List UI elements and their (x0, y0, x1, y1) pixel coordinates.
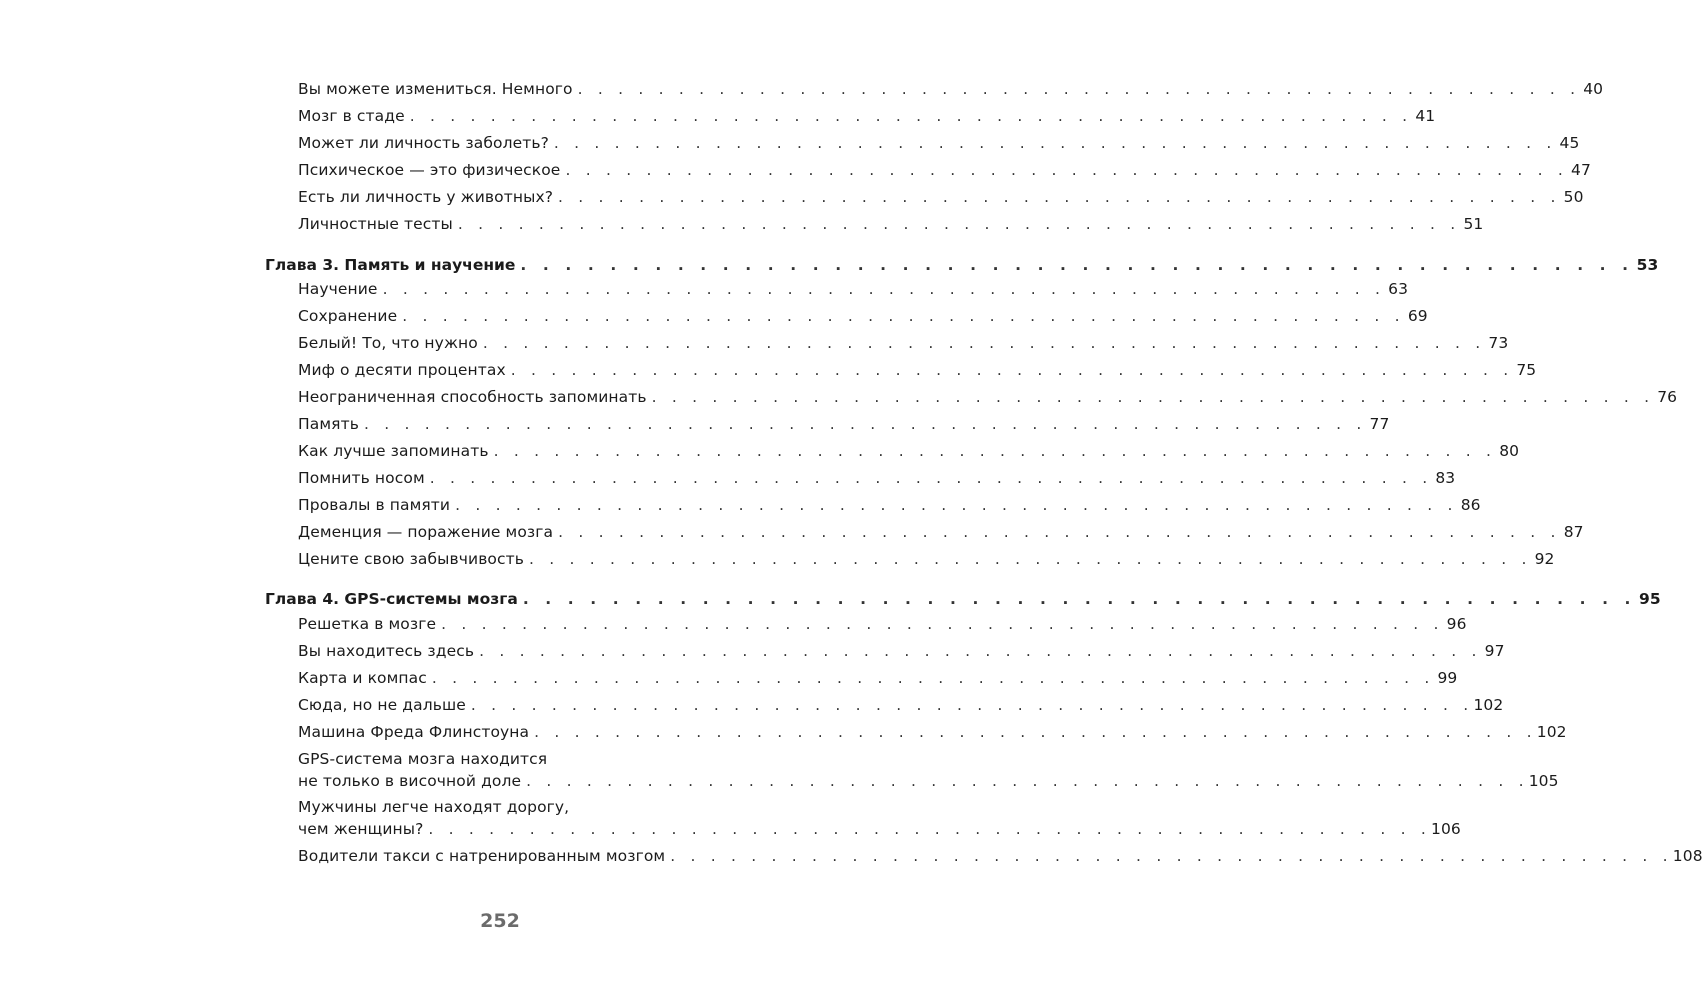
toc-entry (298, 334, 1509, 352)
toc-entry-page: 96 (1446, 615, 1467, 633)
toc-entry-page: 80 (1499, 442, 1520, 460)
toc-entry (298, 388, 1678, 406)
toc-entry-page: 99 (1437, 669, 1458, 687)
toc-entry (298, 469, 1456, 487)
dot-leader: . . . . . . . . . . . . . . . . . . . . . . . . . . . . . . . . . . . . . . . . . . . . . . . . . . (482, 334, 1486, 352)
dot-leader: . . . . . . . . . . . . . . . . . . . . . . . . . . . . . . . . . . . . . . . . . . . . . . . . . . (522, 590, 1637, 608)
toc-entry (298, 772, 1559, 790)
chapter-page: 53 (1636, 256, 1659, 274)
toc-entry (298, 442, 1520, 460)
toc-entry-page: 102 (1536, 723, 1567, 741)
toc-entry-title: Вы можете измениться. Немного (298, 80, 573, 98)
page-number: 252 (480, 910, 520, 932)
toc-entry-title: Миф о десяти процентах (298, 361, 506, 379)
dot-leader: . . . . . . . . . . . . . . . . . . . . . . . . . . . . . . . . . . . . . . . . . . . . . . . . . . (441, 615, 1444, 633)
toc-entry-page: 87 (1563, 523, 1584, 541)
dot-leader: . . . . . . . . . . . . . . . . . . . . . . . . . . . . . . . . . . . . . . . . . . . . . . . . . . (510, 361, 1514, 379)
toc-entry-page: 50 (1563, 188, 1584, 206)
toc-entry (298, 215, 1484, 233)
toc-entry-title: Неограниченная способность запоминать (298, 388, 647, 406)
toc-entry (298, 161, 1591, 179)
toc-entry-page: 102 (1473, 696, 1504, 714)
dot-leader: . . . . . . . . . . . . . . . . . . . . . . . . . . . . . . . . . . . . . . . . . . . . . . . . . . (577, 80, 1581, 98)
toc-entry-title: Может ли личность заболеть? (298, 134, 549, 152)
dot-leader: . . . . . . . . . . . . . . . . . . . . . . . . . . . . . . . . . . . . . . . . . . . . . . . . . . (553, 134, 1557, 152)
dot-leader: . . . . . . . . . . . . . . . . . . . . . . . . . . . . . . . . . . . . . . . . . . . . . . . . . . (409, 107, 1413, 125)
toc-entry (298, 669, 1458, 687)
toc-entry-title: Белый! То, что нужно (298, 334, 478, 352)
toc-entry-title-line1: Мужчины легче находят дорогу, (298, 798, 570, 816)
chapter-title: Глава 4. GPS-системы мозга (265, 590, 518, 608)
toc-entry (298, 496, 1481, 514)
dot-leader: . . . . . . . . . . . . . . . . . . . . . . . . . . . . . . . . . . . . . . . . . . . . . . . . . . (479, 642, 1482, 660)
toc-entry-title: Помнить носом (298, 469, 425, 487)
toc-entry-title: Память (298, 415, 359, 433)
toc-entry-title: Водители такси с натренированным мозгом (298, 847, 666, 865)
toc-entry (298, 307, 1428, 325)
dot-leader: . . . . . . . . . . . . . . . . . . . . . . . . . . . . . . . . . . . . . . . . . . . . . . . . . . (558, 523, 1561, 541)
dot-leader: . . . . . . . . . . . . . . . . . . . . . . . . . . . . . . . . . . . . . . . . . . . . . . . . . . (558, 188, 1561, 206)
toc-entry-title: Сохранение (298, 307, 398, 325)
toc-entry-page: 45 (1559, 134, 1580, 152)
chapter-heading (265, 590, 1661, 608)
toc-entry (298, 361, 1537, 379)
toc-entry (298, 696, 1504, 714)
chapter-page: 95 (1639, 590, 1661, 608)
toc-entry-title: Мозг в стаде (298, 107, 405, 125)
toc-entry-page: 76 (1657, 388, 1678, 406)
dot-leader: . . . . . . . . . . . . . . . . . . . . . . . . . . . . . . . . . . . . . . . . . . . . . . . . . . (455, 496, 1458, 514)
toc-entry-page: 40 (1583, 80, 1604, 98)
toc-entry-title: Деменция — поражение мозга (298, 523, 554, 541)
dot-leader: . . . . . . . . . . . . . . . . . . . . . . . . . . . . . . . . . . . . . . . . . . . . . . . . . . (382, 280, 1386, 298)
dot-leader: . . . . . . . . . . . . . . . . . . . . . . . . . . . . . . . . . . . . . . . . . . . . . . . . . . (526, 772, 1529, 790)
toc-entry-page: 73 (1488, 334, 1509, 352)
toc-entry-title-line1: GPS-система мозга находится (298, 750, 548, 768)
dot-leader: . . . . . . . . . . . . . . . . . . . . . . . . . . . . . . . . . . . . . . . . . . . . . . . . . . (431, 669, 1435, 687)
dot-leader: . . . . . . . . . . . . . . . . . . . . . . . . . . . . . . . . . . . . . . . . . . . . . . . . . . (520, 256, 1634, 274)
toc-entry (298, 188, 1584, 206)
toc-entry-page: 51 (1463, 215, 1484, 233)
chapter-heading (265, 256, 1659, 274)
toc-entry (298, 820, 1461, 838)
dot-leader: . . . . . . . . . . . . . . . . . . . . . . . . . . . . . . . . . . . . . . . . . . . . . . . . . . (670, 847, 1673, 865)
toc-entry-page: 63 (1388, 280, 1409, 298)
toc-entry-title: чем женщины? (298, 820, 424, 838)
toc-entry (298, 615, 1467, 633)
toc-entry (298, 723, 1567, 741)
toc-entry (298, 523, 1584, 541)
toc-entry (298, 415, 1390, 433)
toc-entry-title: Научение (298, 280, 378, 298)
toc-entry (298, 134, 1580, 152)
toc-entry-page: 92 (1534, 550, 1555, 568)
toc-entry-title: Есть ли личность у животных? (298, 188, 554, 206)
toc-entry-title: Вы находитесь здесь (298, 642, 475, 660)
toc-entry-title: Карта и компас (298, 669, 427, 687)
dot-leader: . . . . . . . . . . . . . . . . . . . . . . . . . . . . . . . . . . . . . . . . . . . . . . . . . . (429, 469, 1433, 487)
toc-entry (298, 280, 1409, 298)
toc-entry-page: 86 (1460, 496, 1481, 514)
toc-entry-page: 97 (1484, 642, 1505, 660)
toc-entry-page: 83 (1435, 469, 1456, 487)
chapter-title: Глава 3. Память и научение (265, 256, 516, 274)
toc-entry (298, 107, 1436, 125)
dot-leader: . . . . . . . . . . . . . . . . . . . . . . . . . . . . . . . . . . . . . . . . . . . . . . . . . . (529, 550, 1532, 568)
dot-leader: . . . . . . . . . . . . . . . . . . . . . . . . . . . . . . . . . . . . . . . . . . . . . . . . . . (402, 307, 1405, 325)
toc-entry-page: 108 (1672, 847, 1703, 865)
toc-entry-title: Сюда, но не дальше (298, 696, 466, 714)
dot-leader: . . . . . . . . . . . . . . . . . . . . . . . . . . . . . . . . . . . . . . . . . . . . . . . . . . (363, 415, 1367, 433)
toc-entry-title: не только в височной доле (298, 772, 522, 790)
toc-entry-title: Провалы в памяти (298, 496, 451, 514)
toc-entry-title: Личностные тесты (298, 215, 453, 233)
toc-entry-page: 41 (1415, 107, 1436, 125)
toc-entry-page: 106 (1431, 820, 1461, 838)
dot-leader: . . . . . . . . . . . . . . . . . . . . . . . . . . . . . . . . . . . . . . . . . . . . . . . . . . (470, 696, 1474, 714)
toc-entry (298, 642, 1505, 660)
dot-leader: . . . . . . . . . . . . . . . . . . . . . . . . . . . . . . . . . . . . . . . . . . . . . . . . . . (457, 215, 1461, 233)
dot-leader: . . . . . . . . . . . . . . . . . . . . . . . . . . . . . . . . . . . . . . . . . . . . . . . . . . (493, 442, 1497, 460)
toc-entry-title: Машина Фреда Флинстоуна (298, 723, 530, 741)
toc-entry (298, 80, 1604, 98)
toc-entry-page: 77 (1369, 415, 1390, 433)
toc-entry-page: 105 (1528, 772, 1559, 790)
toc-entry-page: 69 (1407, 307, 1428, 325)
dot-leader: . . . . . . . . . . . . . . . . . . . . . . . . . . . . . . . . . . . . . . . . . . . . . . . . . . (651, 388, 1655, 406)
dot-leader: . . . . . . . . . . . . . . . . . . . . . . . . . . . . . . . . . . . . . . . . . . . . . . . . . . (565, 161, 1569, 179)
dot-leader: . . . . . . . . . . . . . . . . . . . . . . . . . . . . . . . . . . . . . . . . . . . . . . . . . . (534, 723, 1537, 741)
toc-entry-title: Психическое — это физическое (298, 161, 561, 179)
toc-entry (298, 550, 1555, 568)
dot-leader: . . . . . . . . . . . . . . . . . . . . . . . . . . . . . . . . . . . . . . . . . . . . . . . . . . (428, 820, 1431, 838)
toc-entry-page: 47 (1571, 161, 1591, 179)
toc-entry-page: 75 (1516, 361, 1537, 379)
toc-entry (298, 847, 1703, 865)
toc-entry-title: Цените свою забывчивость (298, 550, 524, 568)
toc-entry-title: Как лучше запоминать (298, 442, 489, 460)
toc-entry-title: Решетка в мозге (298, 615, 437, 633)
